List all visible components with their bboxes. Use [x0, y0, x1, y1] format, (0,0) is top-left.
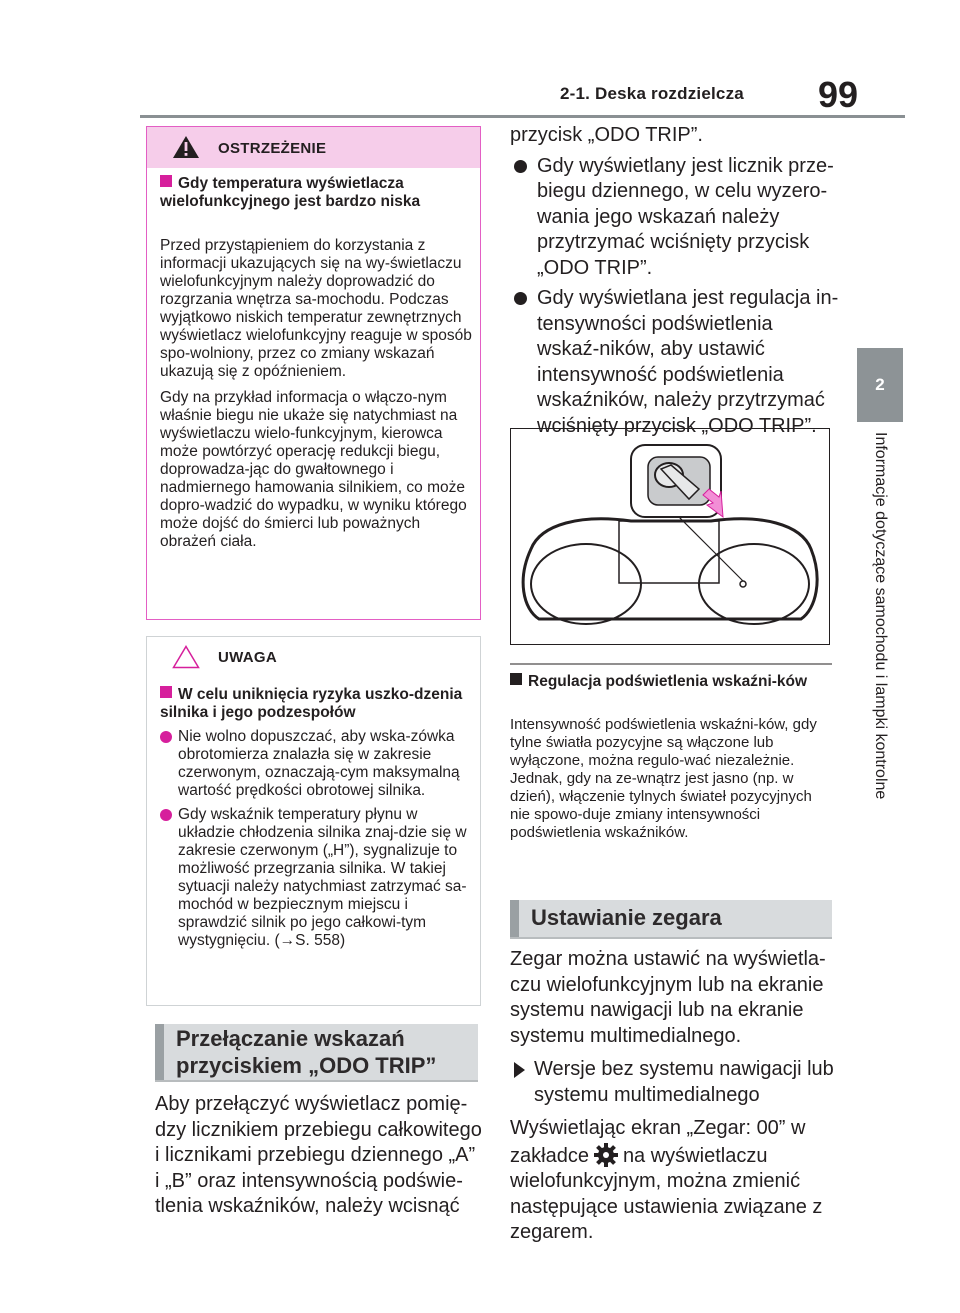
square-bullet-icon: [160, 175, 172, 187]
figure-divider: [510, 663, 832, 665]
heading-underline: [510, 937, 832, 939]
chapter-label-container: [858, 432, 902, 862]
chapter-label: Informacje dotyczące samochodu i lampki kontrolne: [872, 432, 889, 800]
instrument-cluster-figure: [510, 428, 830, 645]
odo-bullet: [510, 154, 840, 282]
odo-paragraph: Aby przełączyć wyświetlacz pomię-dzy licznikiem przebiegu całkowitego i licznikami przebiegu dziennego „A” i „B” oraz intensywnością podświe-tlenia wskaźników, należy wcisnąć: [155, 1093, 482, 1217]
clock-arrow-text: Wersje bez systemu nawigacji lub systemu multimedialnego: [534, 1058, 834, 1106]
chapter-tab: 2: [857, 348, 903, 422]
heading-line: Przełączanie wskazań: [176, 1026, 405, 1051]
heading-underline: [155, 1080, 478, 1082]
section-title: 2-1. Deska rozdzielcza: [560, 84, 744, 103]
regulation-subtitle: [510, 673, 832, 691]
clock-paragraph2-a: Wyświetlając ekran „Zegar: 00” w zakładce: [510, 1117, 806, 1167]
header-divider: [140, 115, 905, 118]
notice-content: [160, 686, 472, 956]
section-heading-clock: [510, 900, 832, 937]
notice-bullet: [160, 728, 472, 800]
instrument-cluster-illustration: [511, 429, 829, 643]
bullet-dot-icon: [514, 160, 527, 173]
bullet-dot-icon: [160, 809, 172, 821]
page-number: 99: [818, 74, 859, 115]
warning-title: OSTRZEŻENIE: [218, 140, 327, 157]
clock-paragraph: Zegar można ustawić na wyświetla-czu wielofunkcyjnym lub na ekranie systemu nawigacji lub na ekranie systemu multimedialnego.: [510, 948, 826, 1047]
gear-icon: [593, 1142, 619, 1168]
warning-paragraph: Przed przystąpieniem do korzystania z informacji ukazujących się na wy-świetlaczu wielofunkcyjnym należy doprowadzić do rozgrzania wnętrza sa-mochodu. Podczas wyjątkowo niskich temperatur zewnętrznych wyświetlacz wielofunkcyjny reaguje w sposób spo-wolniony, przez co zmiany wskazań ukazują się z opóźnieniem.: [160, 237, 472, 380]
square-bullet-icon: [510, 673, 522, 685]
regulation-subtitle-text: Regulacja podświetlenia wskaźni-ków: [528, 673, 808, 690]
notice-bullet-text: Gdy wskaźnik temperatury płynu w układzie chłodzenia silnika znaj-dzie się w zakresie czerwonym („H”), sygnalizuje to możliwość przegrzania silnika. W takiej sytuacji należy natychmiast zatrzymać sa-mochód w bezpiecznym miejscu i sprawdzić silnik po jego całkowi-tym wystygnięciu. (→S. 558): [178, 806, 467, 949]
clock-paragraph2: [510, 1116, 840, 1246]
odo-continued: [510, 123, 840, 439]
notice-subtitle-text: W celu uniknięcia ryzyka uszko-dzenia silnika i jego podzespołów: [160, 686, 463, 721]
odo-bullet-text: Gdy wyświetlana jest regulacja in-tensywności podświetlenia wskaź-ników, aby ustawić intensywność podświetlenia wskaźników, należy przytrzymać wciśnięty przycisk „ODO TRIP”.: [537, 287, 839, 437]
warning-paragraph: Gdy na przykład informacja o włączo-nym właśnie biegu nie ukaże się natychmiast na wyświetlaczu wielo-funkcyjnym, kierowca może powtórzyć operację redukcji biegu, doprowadza-jąc do gwałtownego i nadmiernego hamowania silnikiem, co może dopro-wadzić do wypadku, w wyniku którego może dojść do śmierci lub poważnych obrażeń ciała.: [160, 389, 467, 550]
clock-arrow-item: [510, 1057, 840, 1108]
notice-subtitle: [160, 686, 472, 722]
notice-triangle-icon: [172, 645, 200, 669]
warning-subtitle-text: Gdy temperatura wyświetlacza wielofunkcyjnego jest bardzo niska: [160, 175, 421, 210]
clock-content: [510, 947, 840, 1246]
square-bullet-icon: [160, 686, 172, 698]
warning-subtitle: [160, 175, 472, 211]
heading-line: Ustawianie zegara: [531, 905, 722, 930]
clock-paragraph2-b: na wyświetlaczu wielofunkcyjnym, można zmienić następujące ustawienia związane z zegarem.: [510, 1144, 823, 1243]
bullet-dot-icon: [160, 731, 172, 743]
notice-bullet-text: Nie wolno dopuszczać, aby wska-zówka obrotomierza znalazła się w zakresie czerwonym, oznaczają-cym maksymalną wartość prędkości obrotowej silnika.: [178, 728, 460, 799]
odo-bullet: [510, 286, 840, 439]
section-heading-odo: [155, 1024, 478, 1080]
arrow-bullet-icon: [514, 1062, 525, 1078]
warning-body: [160, 237, 474, 559]
notice-title: UWAGA: [218, 649, 277, 666]
odo-bullet-text: Gdy wyświetlany jest licznik prze-biegu dziennego, w celu wyzero-wania jego wskazań należy przytrzymać wciśnięty przycisk „ODO TRIP”.: [537, 154, 834, 279]
regulation-paragraph: Intensywność podświetlenia wskaźni-ków, gdy tylne światła pozycyjne są włączone lub wyłączone, można regulo-wać niezależnie. Jednak, gdy na ze-wnątrz jest jasno (np. w dzień), włączenie tylnych świateł pozycyjnych nie spowo-duje zmiany intensywności podświetlenia wskaźników.: [510, 716, 817, 841]
heading-line: przyciskiem „ODO TRIP”: [176, 1053, 437, 1078]
warning-triangle-icon: [172, 135, 200, 159]
bullet-dot-icon: [514, 292, 527, 305]
notice-bullet: [160, 806, 472, 950]
continuation-text: przycisk „ODO TRIP”.: [510, 124, 703, 146]
